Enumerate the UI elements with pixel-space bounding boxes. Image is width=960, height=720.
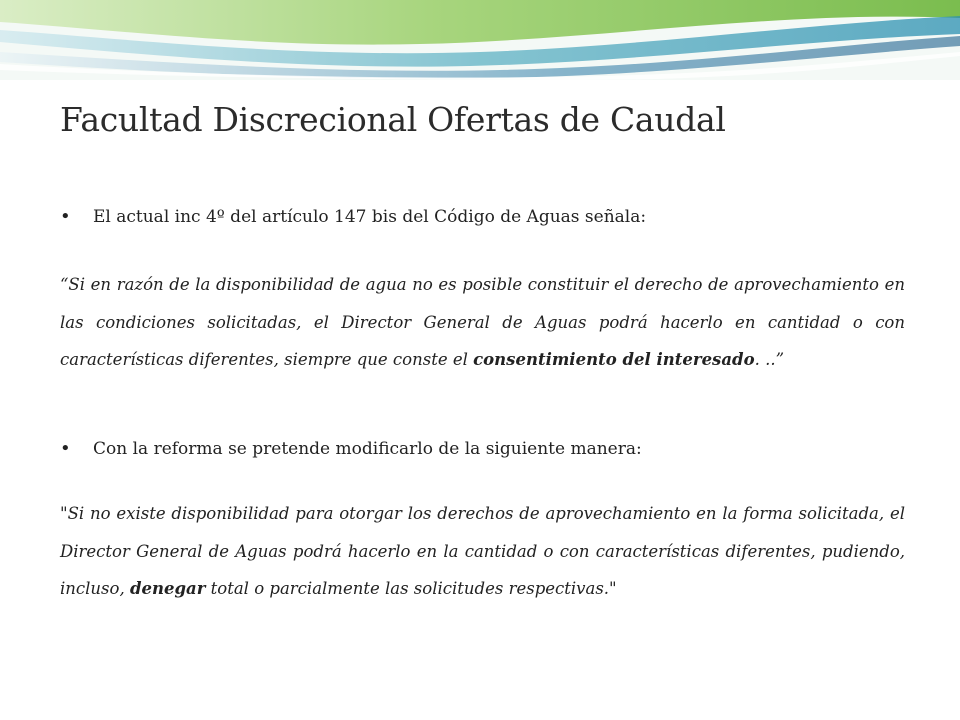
bullet-marker: • <box>60 438 71 459</box>
bullet-text: Con la reforma se pretende modificarlo de la siguiente manera: <box>93 439 642 459</box>
bullet-reform <box>60 437 900 461</box>
quote-current-text: “Si en razón de la disponibilidad de agua no es posible constituir el derecho de aprovechamiento en las condiciones solicitadas, el Director General de Aguas podrá hacerlo en cantidad o con características diferentes, siempre que conste el <box>60 275 905 369</box>
quote-current-ending: . ..” <box>754 350 785 369</box>
slide-title: Facultad Discrecional Ofertas de Caudal <box>60 100 726 139</box>
quote-reform-text: "Si no existe disponibilidad para otorgar los derechos de aprovechamiento en la forma solicitada, el Director General de Aguas podrá hacerlo en la cantidad o con características diferentes, pudiendo, incluso, <box>60 504 905 598</box>
quote-current-law <box>60 266 905 379</box>
bullet-marker: • <box>60 206 71 227</box>
quote-current-emphasis: consentimiento del interesado <box>473 350 755 369</box>
quote-reform-ending: total o parcialmente las solicitudes respectivas." <box>205 579 617 598</box>
bullet-text: El actual inc 4º del artículo 147 bis del Código de Aguas señala: <box>93 207 647 227</box>
header-wave-decoration <box>0 0 960 80</box>
quote-reform-emphasis: denegar <box>129 579 206 598</box>
bullet-current-law <box>60 205 900 229</box>
quote-reform <box>60 495 905 608</box>
